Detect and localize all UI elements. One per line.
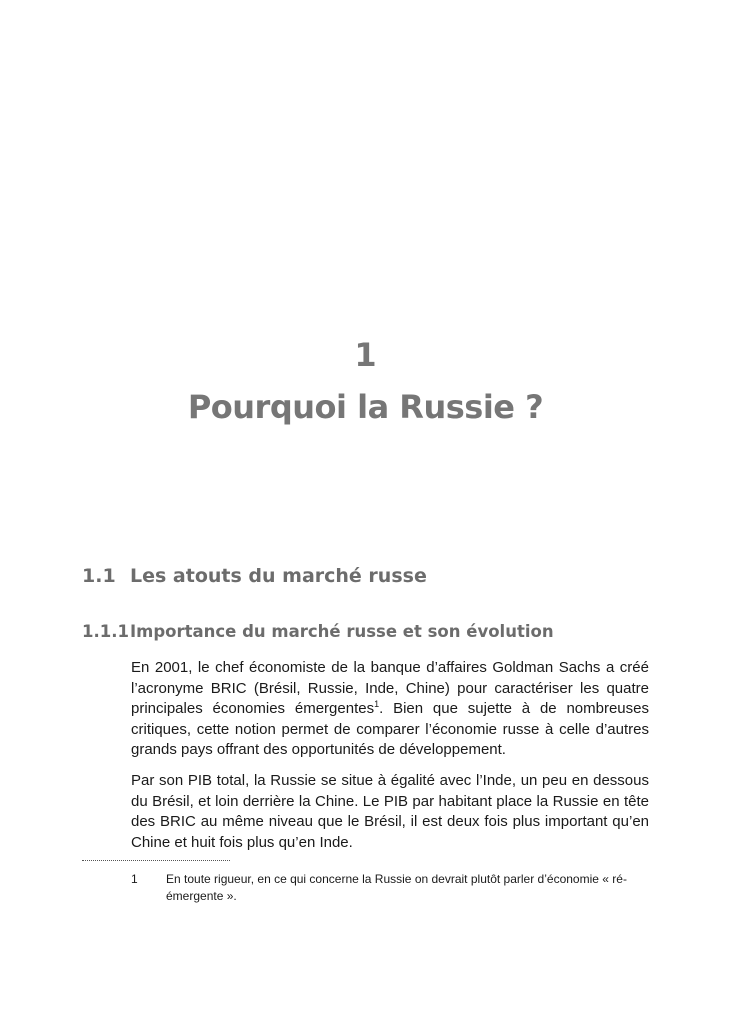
section-title: Les atouts du marché russe (130, 565, 427, 587)
chapter-title: Pourquoi la Russie ? (187, 388, 544, 426)
footnote-number: 1 (131, 872, 138, 886)
subsection-heading (82, 622, 554, 641)
subsection-title: Importance du marché russe et son évolution (130, 622, 554, 641)
footnote-reference[interactable]: 1 (374, 699, 380, 710)
paragraph-2: Par son PIB total, la Russie se situe à égalité avec l’Inde, un peu en dessous du Brésil, et loin derrière la Chine. Le PIB par habitant place la Russie en tête des BRIC au même niveau que le Brésil, il est deux fois plus important qu’en Chine et huit fois plus qu’en Inde. (131, 771, 649, 851)
paragraph-1-start: En 2001, le chef économiste de la banque d’affaires Goldman Sachs a créé l’acronyme BRIC (Brésil, Russie, Inde, Chine) pour caractériser les quatre principales économies émergentes (131, 659, 649, 718)
subsection-number: 1.1.1 (82, 622, 129, 641)
footnote-separator (82, 860, 230, 861)
footnote-text: En toute rigueur, en ce qui concerne la Russie on devrait plutôt parler d’économie « ré-émergente ». (166, 872, 627, 903)
paragraph-1-end: . Bien que sujette à de nombreuses critiques, cette notion permet de comparer l’économie russe à celle d’autres grands pays offrant des opportunités de développement. (131, 700, 649, 759)
section-number: 1.1 (82, 565, 116, 587)
chapter-number: 1 (354, 336, 377, 374)
section-heading (82, 565, 427, 587)
footnote (131, 871, 651, 905)
body-text (131, 658, 649, 863)
paragraph-1 (131, 658, 649, 761)
